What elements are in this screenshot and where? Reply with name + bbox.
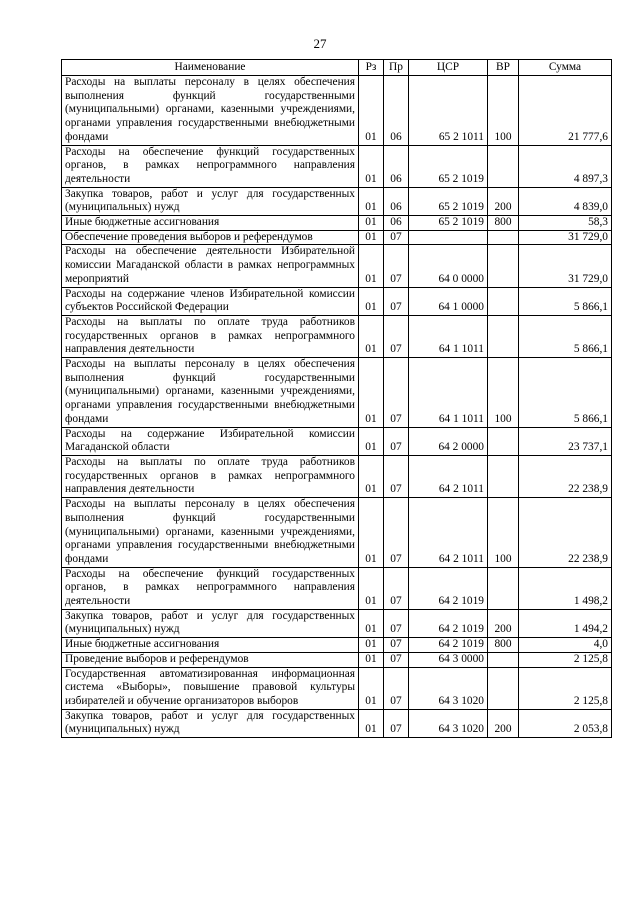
cell-csr: 64 1 1011 [409, 358, 488, 428]
cell-rz: 01 [359, 427, 384, 455]
table-row [62, 76, 612, 146]
cell-name: Расходы на содержание Избирательной комиссии Магаданской области [62, 427, 359, 455]
cell-rz: 01 [359, 230, 384, 245]
cell-csr: 64 2 1019 [409, 567, 488, 609]
cell-csr: 64 3 1020 [409, 709, 488, 737]
cell-rz: 01 [359, 609, 384, 637]
cell-rz: 01 [359, 315, 384, 357]
cell-vr [488, 455, 519, 497]
header-rz: Рз [359, 60, 384, 76]
cell-pr: 07 [384, 230, 409, 245]
table-row [62, 187, 612, 215]
cell-csr: 64 2 1011 [409, 498, 488, 568]
cell-sum: 4,0 [519, 638, 612, 653]
header-vr: ВР [488, 60, 519, 76]
cell-vr [488, 652, 519, 667]
cell-vr: 200 [488, 609, 519, 637]
cell-name: Расходы на содержание членов Избирательной комиссии субъектов Российской Федерации [62, 287, 359, 315]
cell-csr: 65 2 1011 [409, 76, 488, 146]
table-row [62, 216, 612, 231]
cell-pr: 07 [384, 652, 409, 667]
table-row [62, 315, 612, 357]
cell-pr: 06 [384, 76, 409, 146]
cell-vr: 800 [488, 216, 519, 231]
cell-rz: 01 [359, 455, 384, 497]
cell-vr [488, 315, 519, 357]
cell-name: Закупка товаров, работ и услуг для государственных (муниципальных) нужд [62, 187, 359, 215]
cell-pr: 07 [384, 358, 409, 428]
cell-rz: 01 [359, 287, 384, 315]
cell-vr [488, 667, 519, 709]
cell-name: Закупка товаров, работ и услуг для государственных (муниципальных) нужд [62, 709, 359, 737]
header-pr: Пр [384, 60, 409, 76]
table-row [62, 145, 612, 187]
cell-rz: 01 [359, 638, 384, 653]
table-row [62, 709, 612, 737]
cell-name: Расходы на выплаты по оплате труда работников государственных органов в рамках непрограммного направления деятельности [62, 455, 359, 497]
cell-rz: 01 [359, 709, 384, 737]
cell-csr: 64 3 0000 [409, 652, 488, 667]
cell-sum: 2 125,8 [519, 652, 612, 667]
cell-csr: 64 0 0000 [409, 245, 488, 287]
cell-pr: 07 [384, 498, 409, 568]
cell-vr: 200 [488, 187, 519, 215]
page-number: 27 [313, 36, 327, 51]
cell-sum: 5 866,1 [519, 315, 612, 357]
cell-pr: 06 [384, 187, 409, 215]
cell-csr: 64 3 1020 [409, 667, 488, 709]
cell-sum: 2 053,8 [519, 709, 612, 737]
cell-sum: 22 238,9 [519, 498, 612, 568]
cell-csr: 64 1 0000 [409, 287, 488, 315]
cell-rz: 01 [359, 498, 384, 568]
cell-sum: 1 494,2 [519, 609, 612, 637]
cell-sum: 4 897,3 [519, 145, 612, 187]
cell-vr [488, 145, 519, 187]
header-csr: ЦСР [409, 60, 488, 76]
cell-sum: 31 729,0 [519, 230, 612, 245]
cell-rz: 01 [359, 216, 384, 231]
cell-pr: 06 [384, 145, 409, 187]
cell-vr: 100 [488, 358, 519, 428]
cell-pr: 07 [384, 245, 409, 287]
cell-csr: 64 2 1019 [409, 638, 488, 653]
cell-pr: 07 [384, 667, 409, 709]
cell-name: Проведение выборов и референдумов [62, 652, 359, 667]
cell-rz: 01 [359, 145, 384, 187]
cell-sum: 23 737,1 [519, 427, 612, 455]
cell-name: Государственная автоматизированная информационная система «Выборы», повышение правовой культуры избирателей и обучение организаторов выборов [62, 667, 359, 709]
cell-pr: 07 [384, 638, 409, 653]
cell-rz: 01 [359, 245, 384, 287]
cell-pr: 07 [384, 287, 409, 315]
cell-rz: 01 [359, 76, 384, 146]
table-row [62, 245, 612, 287]
header-name: Наименование [62, 60, 359, 76]
cell-sum: 5 866,1 [519, 358, 612, 428]
cell-sum: 1 498,2 [519, 567, 612, 609]
table-row [62, 667, 612, 709]
table-row [62, 652, 612, 667]
cell-vr [488, 230, 519, 245]
cell-csr: 64 2 1019 [409, 609, 488, 637]
cell-csr: 65 2 1019 [409, 145, 488, 187]
cell-vr: 100 [488, 498, 519, 568]
cell-rz: 01 [359, 667, 384, 709]
budget-table [61, 59, 612, 738]
table-row [62, 230, 612, 245]
header-sum: Сумма [519, 60, 612, 76]
cell-sum: 58,3 [519, 216, 612, 231]
cell-csr: 65 2 1019 [409, 216, 488, 231]
cell-csr [409, 230, 488, 245]
cell-pr: 07 [384, 455, 409, 497]
table-row [62, 358, 612, 428]
cell-vr [488, 287, 519, 315]
cell-name: Обеспечение проведения выборов и референдумов [62, 230, 359, 245]
table-row [62, 498, 612, 568]
cell-rz: 01 [359, 358, 384, 428]
cell-vr [488, 245, 519, 287]
cell-name: Расходы на выплаты персоналу в целях обеспечения выполнения функций государственными (муниципальными) органами, казенными учреждениями, органами управления государственными внебюджетными фондами [62, 498, 359, 568]
cell-csr: 65 2 1019 [409, 187, 488, 215]
cell-name: Расходы на обеспечение функций государственных органов, в рамках непрограммного направления деятельности [62, 145, 359, 187]
cell-pr: 07 [384, 427, 409, 455]
cell-pr: 07 [384, 609, 409, 637]
cell-name: Иные бюджетные ассигнования [62, 216, 359, 231]
cell-vr: 800 [488, 638, 519, 653]
cell-pr: 07 [384, 709, 409, 737]
cell-name: Расходы на обеспечение деятельности Избирательной комиссии Магаданской области в рамках непрограммных мероприятий [62, 245, 359, 287]
cell-pr: 07 [384, 567, 409, 609]
cell-rz: 01 [359, 187, 384, 215]
cell-sum: 21 777,6 [519, 76, 612, 146]
cell-name: Расходы на выплаты персоналу в целях обеспечения выполнения функций государственными (муниципальными) органами, казенными учреждениями, органами управления государственными внебюджетными фондами [62, 358, 359, 428]
cell-sum: 5 866,1 [519, 287, 612, 315]
table-row [62, 287, 612, 315]
cell-csr: 64 2 1011 [409, 455, 488, 497]
cell-vr [488, 567, 519, 609]
cell-vr [488, 427, 519, 455]
cell-sum: 2 125,8 [519, 667, 612, 709]
cell-sum: 31 729,0 [519, 245, 612, 287]
cell-name: Иные бюджетные ассигнования [62, 638, 359, 653]
cell-rz: 01 [359, 567, 384, 609]
cell-sum: 22 238,9 [519, 455, 612, 497]
cell-name: Расходы на выплаты по оплате труда работников государственных органов в рамках непрограммного направления деятельности [62, 315, 359, 357]
cell-csr: 64 2 0000 [409, 427, 488, 455]
cell-vr: 100 [488, 76, 519, 146]
cell-pr: 06 [384, 216, 409, 231]
cell-name: Расходы на обеспечение функций государственных органов, в рамках непрограммного направления деятельности [62, 567, 359, 609]
cell-pr: 07 [384, 315, 409, 357]
table-row [62, 567, 612, 609]
cell-name: Расходы на выплаты персоналу в целях обеспечения выполнения функций государственными (муниципальными) органами, казенными учреждениями, органами управления государственными внебюджетными фондами [62, 76, 359, 146]
cell-name: Закупка товаров, работ и услуг для государственных (муниципальных) нужд [62, 609, 359, 637]
cell-sum: 4 839,0 [519, 187, 612, 215]
table-row [62, 609, 612, 637]
table-row [62, 455, 612, 497]
table-header-row [62, 60, 612, 76]
table-row [62, 427, 612, 455]
table-row [62, 638, 612, 653]
cell-rz: 01 [359, 652, 384, 667]
cell-csr: 64 1 1011 [409, 315, 488, 357]
cell-vr: 200 [488, 709, 519, 737]
